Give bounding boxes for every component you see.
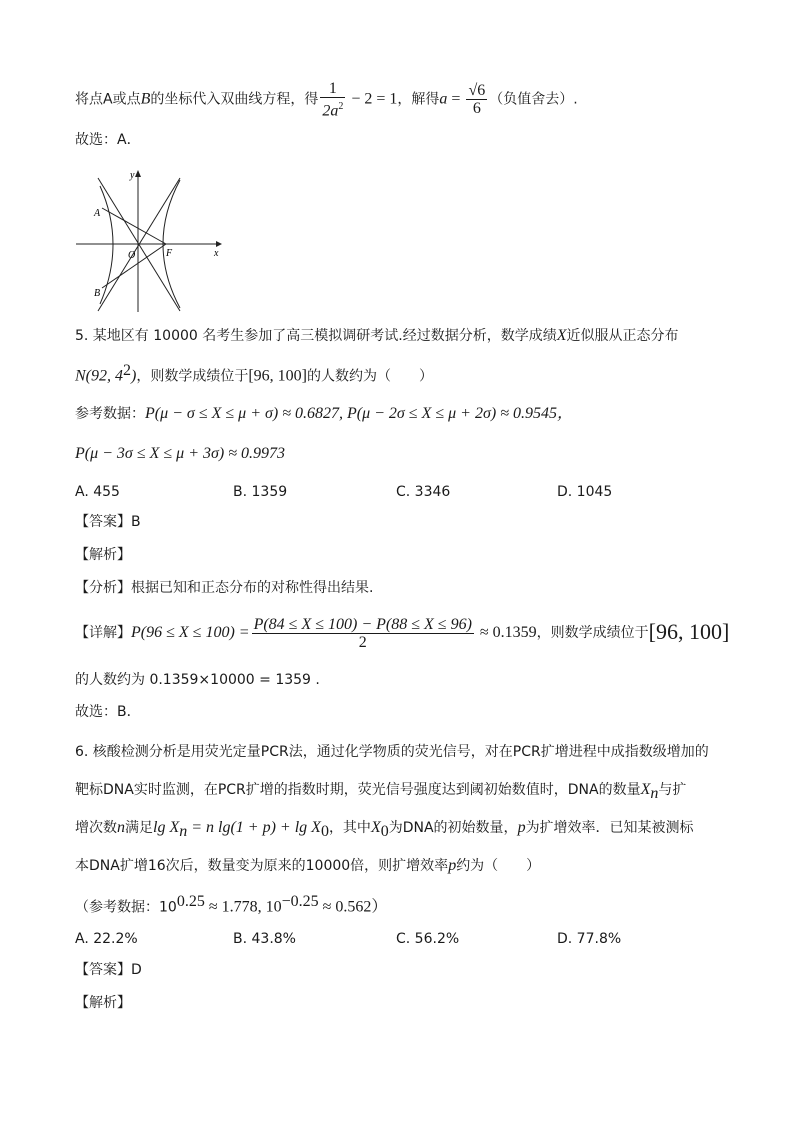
xiangjie-fraction: $\frac{P(84 \le X \le 100) - P(88 \le X \le 96)}{2}$ xyxy=(253,615,472,651)
p6-stem-line1: 6. 核酸检测分析是用荧光定量PCR法，通过化学物质的荧光信号，对在PCR扩增进程中成指数级增加的 xyxy=(75,744,709,760)
p5-xiangjie: 【详解】P(96 ≤ X ≤ 100) = $\frac{P(84 \le X \le 100) - P(88 \le X \le 96)}{2}$ ≈ 0.1359，则数学成绩位于[96, 100] xyxy=(75,615,730,651)
fraction-sqrt6-over-6: $\frac{√6}{6}$ xyxy=(468,82,486,118)
p6-answer: 【答案】D xyxy=(75,962,142,978)
label-f: F xyxy=(166,248,173,259)
p5-option-d: D. 1045 xyxy=(557,484,613,500)
p6-option-b: B. 43.8% xyxy=(233,931,296,947)
p6-option-c: C. 56.2% xyxy=(396,931,460,947)
label-b: B xyxy=(94,288,101,299)
p5-option-b: B. 1359 xyxy=(233,484,288,500)
p4-solution-line: 将点A或点B的坐标代入双曲线方程，得 $\frac{1}{2a^2}$ − 2 = 1，解得a = $\frac{√6}{6}$ （负值舍去）. xyxy=(75,80,578,120)
p6-analysis-label: 【解析】 xyxy=(75,995,131,1011)
p5-option-c: C. 3346 xyxy=(396,484,451,500)
label-o: O xyxy=(128,250,136,261)
hyperbola-figure xyxy=(68,166,228,316)
p6-stem-line3: 增次数n满足$\lg X_n = n$ $\lg(1 + p) + \lg X_0$，其中$X_0$为DNA的初始数量，p为扩增效率．已知某被测标 xyxy=(75,819,694,840)
p5-stem-line1: 5. 某地区有 10000 名考生参加了高三模拟调研考试.经过数据分析，数学成绩X近似服从正态分布 xyxy=(75,327,679,344)
fraction-1-over-2a2: $\frac{1}{2a^2}$ xyxy=(322,80,344,120)
p4-conclusion: 故选：A． xyxy=(75,132,141,148)
x-axis-arrow xyxy=(216,241,222,247)
p5-option-a: A. 455 xyxy=(75,484,120,500)
p5-answer: 【答案】B xyxy=(75,514,141,530)
p6-option-a: A. 22.2% xyxy=(75,931,138,947)
p5-xiangjie-line2: 的人数约为 0.1359×10000 = 1359 . xyxy=(75,672,320,688)
p6-option-d: D. 77.8% xyxy=(557,931,622,947)
left-branch xyxy=(100,186,113,304)
point-b-var: B xyxy=(140,90,151,108)
y-axis-arrow xyxy=(135,170,141,177)
p5-analysis-label: 【解析】 xyxy=(75,547,131,563)
label-y: y xyxy=(130,170,135,181)
p5-fenxi: 【分析】根据已知和正态分布的对称性得出结果. xyxy=(75,580,374,596)
p5-ref-data-line1: 参考数据：P(μ − σ ≤ X ≤ μ + σ) ≈ 0.6827, P(μ − 2σ ≤ X ≤ μ + 2σ) ≈ 0.9545， xyxy=(75,405,573,422)
label-x: x xyxy=(214,248,219,259)
p5-stem-line2: N(92, $4^2$)，则数学成绩位于[96, 100]的人数约为（ ） xyxy=(75,362,433,385)
p6-stem-line2: 靶标DNA实时监测，在PCR扩增的指数时期，荧光信号强度达到阈初始数值时，DNA的数量$X_n$与扩 xyxy=(75,781,687,802)
p5-ref-data-line2: P(μ − 3σ ≤ X ≤ μ + 3σ) ≈ 0.9973 xyxy=(75,445,285,462)
label-a: A xyxy=(94,208,101,219)
p5-conclusion: 故选：B． xyxy=(75,704,141,720)
p6-ref-data: （参考数据：$10^{0.25} \approx 1.778$, $10^{-0.25} \approx 0.562$） xyxy=(75,893,388,916)
p6-stem-line4: 本DNA扩增16次后，数量变为原来的10000倍，则扩增效率p约为（ ） xyxy=(75,857,541,874)
